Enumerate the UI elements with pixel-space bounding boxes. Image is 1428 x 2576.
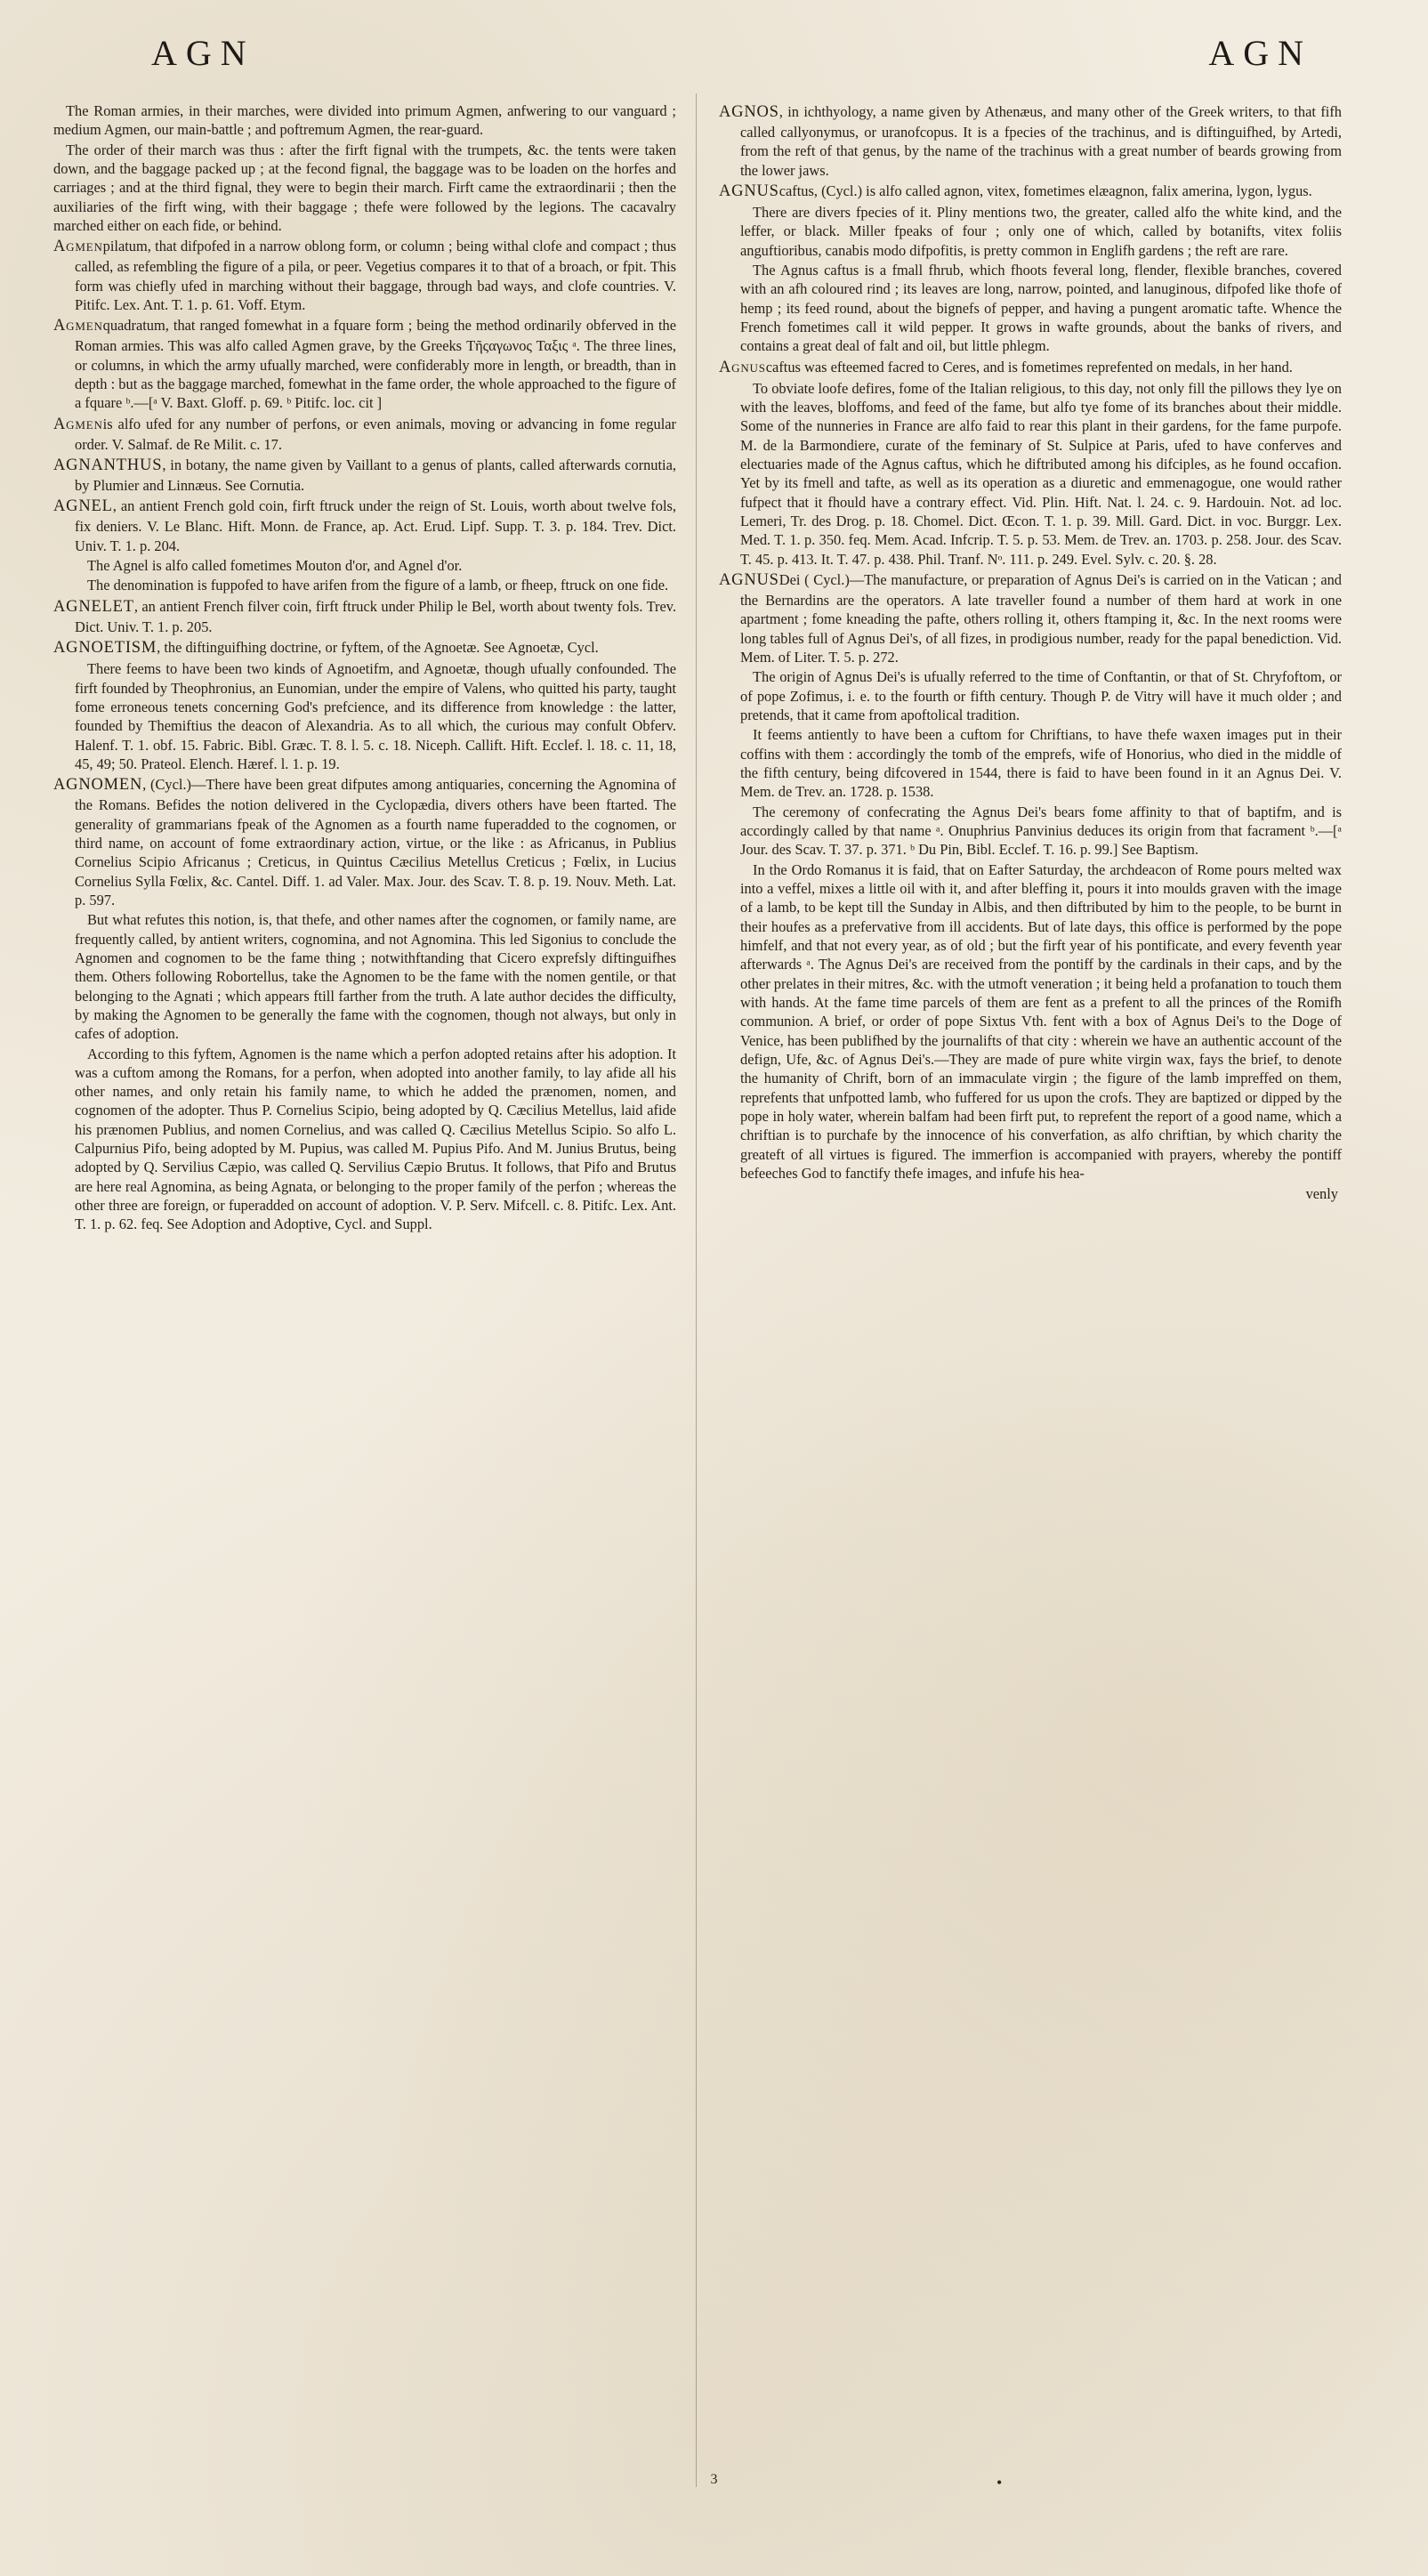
entry-text: caftus was efteemed facred to Ceres, and is fometimes reprefented on medals, in her hand. bbox=[765, 358, 1293, 375]
entry-text: The Roman armies, in their marches, were divided into primum Agmen, anfwering to our vanguard ; medium Agmen, our main-battle ; and poftremum Agmen, the rear-guard. bbox=[53, 102, 676, 139]
entry-headword: AGNELET bbox=[53, 597, 134, 616]
entry-paragraph bbox=[53, 910, 676, 1043]
text-columns bbox=[53, 101, 1375, 1234]
dictionary-entry bbox=[53, 414, 676, 454]
entry-text: , (Cycl.)—There have been great difputes among antiquaries, concerning the Agnomina of the Romans. Befides the notion delivered in the Cyclopædia, divers others have been ftarted. The generality of grammarians fpeak of the Agnomen as a fourth name fuperadded to the cognomen, or third name, on account of fome extraordinary action, virtue, or the like : as Africanus, in Publius Cornelius Scipio Africanus ; Creticus, in Quintus Cæcilius Metellus Creticus ; Fœlix, in Lucius Cornelius Sylla Fœlix, &c. Cantel. Diff. 1. ad Valer. Max. Jour. des Scav. T. 8. p. 19. Nouv. Meth. Lat. p. 597. bbox=[75, 776, 676, 908]
entry-text: The origin of Agnus Dei's is ufually referred to the time of Conftantin, or that of St. Chryfoftom, or of pope Zofimus, i. e. to the fourth or fifth century. Though P. de Vitry will have it much older ; and pretends, that it came from apoftolical tradition. bbox=[740, 668, 1342, 724]
catchword: venly bbox=[1305, 1185, 1338, 1203]
dictionary-entry bbox=[53, 315, 676, 412]
entry-text: is alfo ufed for any number of perfons, or even animals, moving or advancing in fome regular order. V. Salmaf. de Re Milit. c. 17. bbox=[75, 415, 676, 453]
entry-paragraph bbox=[719, 803, 1342, 860]
dictionary-entry bbox=[53, 774, 676, 909]
dictionary-entry bbox=[719, 569, 1342, 666]
entry-text: The Agnus caftus is a fmall fhrub, which fhoots feveral long, flender, flexible branches, covered with an afh coloured rind ; its leaves are long, narrow, pointed, and lanuginous, difpofed like thofe of hemp ; its feed round, about the bignefs of pepper, and having a pungent aromatic tafte. Whence the French fometimes call it wild pepper. It grows in wafte grounds, about the banks of rivers, and contains a great deal of falt and oil, but little phlegm. bbox=[740, 262, 1342, 355]
entry-paragraph bbox=[719, 860, 1342, 1183]
entry-text: In the Ordo Romanus it is faid, that on Eafter Saturday, the archdeacon of Rome pours melted wax into a veffel, mixes a little oil with it, and after bleffing it, pours it into moulds graven with the image of a lamb, to be kept till the Sunday in Albis, and then diftributed by him to the people, to be burnt in their houfes as a prefervative from ill accidents. But of late days, this office is performed by the pope himfelf, and that not every year, as of old ; but the firft year of his pontificate, and every feventh year afterwards ᵃ. The Agnus Dei's are received from the pontiff by the cardinals in their caps, and by the other prelates in their mitres, &c. with the utmoft veneration ; it being held a profanation to touch them with hands. At the fame time parcels of them are fent as a prefent to all the princes of the Romifh communion. A brief, or order of pope Sixtus Vth. fent with a box of Agnus Dei's to the Doge of Venice, has been publifhed by the journalifts of that city : wherein we have an authentic account of the defign, Ufe, &c. of Agnus Dei's.—They are made of pure white virgin wax, fays the brief, to denote the humanity of Chrift, born of an immaculate virgin ; the figure of the lamb impreffed on them, reprefents that unfpotted lamb, who fuffered for us upon the crofs. They are baptized or dipped by the pope in holy water, wherein balfam had been firft put, to reprefent the report of a good name, which a chriftian is to purchafe by the innocence of his converfation, as alfo chriftian, by which charity the greateft of all virtues is figured. The immerfion is accompanied with prayers, whereby the pontiff befeeches God to fanctify thefe images, and infufe his hea- bbox=[740, 860, 1342, 1182]
dictionary-entry bbox=[53, 236, 676, 314]
left-column bbox=[53, 101, 696, 1234]
dictionary-entry bbox=[53, 455, 676, 495]
entry-paragraph bbox=[53, 556, 676, 575]
entry-text: , in ichthyology, a name given by Athenæus, and many other of the Greek writers, to that fifh called callyonymus, or uranofcopus. It is a fpecies of the trachinus, and is diftinguifhed, by Artedi, from the reft of that genus, by the name of the trachinus with a great number of beards growing from the lower jaws. bbox=[740, 103, 1342, 179]
dictionary-entry bbox=[719, 101, 1342, 180]
dictionary-entry bbox=[53, 596, 676, 636]
entry-text: , an antient French filver coin, firft ftruck under Philip le Bel, worth about twenty fols. Trev. Dict. Univ. T. 1. p. 205. bbox=[75, 597, 676, 635]
entry-text: The Agnel is alfo called fometimes Mouton d'or, and Agnel d'or. bbox=[87, 557, 463, 575]
entry-text: According to this fyftem, Agnomen is the name which a perfon adopted retains after his adoption. It was a cuftom among the Romans, for a perfon, when adopted into another family, to lay afide all his other names, and only retain his family name, to which he added the prænomen, nomen, and cognomen of the adopter. Thus P. Cornelius Scipio, being adopted by Q. Cæcilius Metellus, laid afide his prænomen Publius, and nomen Cornelius, and was called Q. Cæcilius Metellus Scipio. So alfo L. Calpurnius Pifo, being adopted by M. Pupius, was called M. Pupius Pifo. And M. Junius Brutus, being adopted by Q. Servilius Cæpio, was called Q. Servilius Cæpio Brutus. It follows, that Pifo and Brutus are here real Agnomina, as being Agnata, or belonging to the proper family of the perfon ; whereas the other three are foreign, or fuperadded on account of adoption. V. P. Serv. Mifcell. c. 8. Pitifc. Lex. Ant. T. 1. p. 62. feq. See Adoption and Adoptive, Cycl. and Suppl. bbox=[75, 1045, 676, 1233]
entry-headword: AGNOS bbox=[719, 103, 779, 121]
entry-text: There feems to have been two kinds of Agnoetifm, and Agnoetæ, though ufually confounded. The firft founded by Theophronius, an Eunomian, under the empire of Valens, who quitted his party, taught fome erroneous tenets concerning God's prefcience, and its difference from knowledge : the latter, founded by Themiftius the deacon of Alexandria. As to all which, the curious may confult Obferv. Halenf. T. 1. obf. 15. Fabric. Bibl. Græc. T. 8. l. 5. c. 18. Niceph. Callift. Hift. Ecclef. l. 18. c. 11, 18, 45, 49; 50. Prateol. Elench. Hæref. l. 1. p. 19. bbox=[75, 660, 676, 772]
entry-paragraph bbox=[53, 659, 676, 773]
entry-text: But what refutes this notion, is, that thefe, and other names after the cognomen, or family name, are frequently called, by antient writers, cognomina, and not Agnomina. This led Sigonius to conclude the Agnomen and cognomen to be the fame thing ; notwithftanding that Cicero exprefsly diftinguifhes them. Others following Robortellus, take the Agnomen to be the fame with the nomen gentile, or that belonging to the Agnati ; which appears ftill farther from the truth. A late author decides the difficulty, by making the Agnomen to be generally the fame with the cognomen, though not always, but only in cafes of adoption. bbox=[75, 911, 676, 1043]
entry-text: pilatum, that difpofed in a narrow oblong form, or column ; being withal clofe and compact ; thus called, as refembling the figure of a pila, or peer. Vegetius compares it to that of a broach, or fpit. This form was chiefly ufed in marching without their baggage, through bad ways, and clofe countries. V. Pitifc. Lex. Ant. T. 1. p. 61. Voff. Etym. bbox=[75, 238, 676, 313]
footer-mark: • bbox=[996, 2474, 1003, 2491]
entry-paragraph bbox=[53, 141, 676, 236]
entry-headword: AGNOETISM bbox=[53, 639, 157, 658]
entry-paragraph bbox=[53, 101, 676, 140]
entry-paragraph bbox=[53, 576, 676, 594]
entry-text: , an antient French gold coin, firft ftruck under the reign of St. Louis, worth about twelve fols, fix deniers. V. Le Blanc. Hift. Monn. de France, ap. Act. Erud. Lipf. Supp. T. 3. p. 184. Trev. Dict. Univ. T. 1. p. 204. bbox=[75, 497, 676, 554]
page-number: 3 bbox=[710, 2472, 718, 2487]
column-divider-rule bbox=[696, 93, 697, 2487]
dictionary-entry bbox=[719, 357, 1342, 378]
entry-paragraph bbox=[719, 379, 1342, 569]
entry-text: The denomination is fuppofed to have arifen from the figure of a lamb, or fheep, ftruck on one fide. bbox=[87, 577, 669, 594]
entry-headword: AGNUS bbox=[719, 571, 779, 590]
entry-headword: AGNUS bbox=[719, 182, 779, 201]
entry-headword: Agmen bbox=[53, 317, 103, 335]
entry-text: The order of their march was thus : after the firft fignal with the trumpets, &c. the tents were taken down, and the baggage packed up ; at the fecond fignal, the baggage was to be loaden on the horfes and carriages ; and at the third fignal, they were to begin their march. Firft came the extraordinarii ; then the auxiliaries of the firft wing, with their baggage ; thefe were followed by the legions. The cacavalry marched either on each fide, or behind. bbox=[53, 141, 676, 234]
entry-text: There are divers fpecies of it. Pliny mentions two, the greater, called alfo the white kind, and the leffer, or black. Miller fpeaks of four ; only one of which, called by botanifts, vitex foliis anguftioribus, canabis modo difpofitis, is pretty common in Englifh gardens ; the reft are rare. bbox=[740, 204, 1342, 259]
dictionary-entry bbox=[53, 637, 676, 658]
entry-text: It feems antiently to have been a cuftom for Chriftians, to have thefe waxen images put in their coffins with them : accordingly the tomb of the emprefs, wife of Honorius, who died in the middle of the fifth century, being difcovered in 1544, there is faid to have been found in it an Agnus Dei. V. Mem. de Trev. an. 1728. p. 1538. bbox=[740, 726, 1342, 801]
entry-headword: Agmen bbox=[53, 238, 103, 256]
entry-paragraph bbox=[53, 1045, 676, 1234]
dictionary-entry bbox=[719, 181, 1342, 202]
right-column bbox=[696, 101, 1342, 1234]
entry-text: quadratum, that ranged fomewhat in a fquare form ; being the method ordinarily obferved in the Roman armies. This was alfo called Agmen grave, by the Greeks Τῆςαγωνος Ταξις ᵃ. The three lines, or columns, in which the army ufually marched, were confiderably more in length, or breadth, than in depth : but as the baggage marched, fomewhat in the fame order, the whole approached to the figure of a fquare ᵇ.—[ᵃ V. Baxt. Gloff. p. 69. ᵇ Pitifc. loc. cit ] bbox=[75, 317, 676, 412]
running-head-left: AGN bbox=[151, 33, 255, 73]
entry-headword: Agmen bbox=[53, 415, 103, 433]
entry-text: Dei ( Cycl.)—The manufacture, or preparation of Agnus Dei's is carried on in the Vatican ; and the Bernardins are the operators. A late traveller found a number of them hard at work in one apartment ; fome kneading the pafte, others rolling it, others ftamping it, &c. In the next rooms were long tables full of Agnus Dei's, of all fizes, in prodigious number, ready for the papal benediction. Vid. Mem. of Liter. T. 5. p. 272. bbox=[740, 571, 1342, 666]
entry-headword: AGNEL bbox=[53, 497, 113, 516]
entry-paragraph bbox=[719, 725, 1342, 801]
entry-headword: Agnus bbox=[719, 358, 766, 376]
entry-text: , in botany, the name given by Vaillant to a genus of plants, called afterwards cornutia, by Plumier and Linnæus. See Cornutia. bbox=[75, 456, 676, 495]
entry-text: caftus, (Cycl.) is alfo called agnon, vitex, fometimes elæagnon, falix amerina, lygon, lygus. bbox=[779, 182, 1312, 200]
page-header bbox=[53, 32, 1375, 74]
entry-headword: AGNOMEN bbox=[53, 776, 143, 795]
entry-headword: AGNANTHUS bbox=[53, 456, 163, 475]
running-head-right: AGN bbox=[1208, 33, 1312, 73]
dictionary-entry bbox=[53, 496, 676, 555]
entry-paragraph bbox=[719, 667, 1342, 724]
entry-text: The ceremony of confecrating the Agnus Dei's bears fome affinity to that of baptifm, and is accordingly called by that name ᵃ. Onuphrius Panvinius deduces its origin from that facrament ᵇ.—[ᵃ Jour. des Scav. T. 37. p. 371. ᵇ Du Pin, Bibl. Ecclef. T. 16. p. 99.] See Baptism. bbox=[740, 803, 1342, 859]
entry-text: , the diftinguifhing doctrine, or fyftem, of the Agnoetæ. See Agnoetæ, Cycl. bbox=[157, 639, 599, 657]
page-sheet bbox=[53, 32, 1375, 2541]
entry-paragraph bbox=[719, 203, 1342, 260]
entry-paragraph bbox=[719, 261, 1342, 356]
entry-text: To obviate loofe defires, fome of the Italian religious, to this day, not only fill the pillows they lye on with the leaves, bloffoms, and feed of the fame, but alfo tye fome of its branches about their middle. Some of the nunneries in France are alfo faid to rear this plant in their gardens, for the fame purpofe. M. de la Barmondiere, curate of the feminary of St. Sulpice at Paris, ufed to have conferves and electuaries made of the Agnus caftus, which he diftributed among his difciples, as he found occafion. Yet by its fmell and tafte, as well as its operation as a diuretic and emmenagogue, one would rather fufpect that it fhould have a contrary effect. Vid. Plin. Hift. Nat. l. 24. c. 9. Hardouin. Not. ad loc. Lemeri, Tr. des Drog. p. 18. Chomel. Dict. Œcon. T. 1. p. 39. Mill. Gard. Dict. in voc. Burggr. Lex. Med. T. 1. p. 350. feq. Mem. Acad. Infcrip. T. 5. p. 53. Mem. de Trev. an. 1703. p. 258. Jour. des Scav. T. 45. p. 413. It. T. 47. p. 438. Phil. Tranf. Nᵒ. 111. p. 249. Evel. Sylv. c. 20. §. 28. bbox=[740, 379, 1342, 568]
